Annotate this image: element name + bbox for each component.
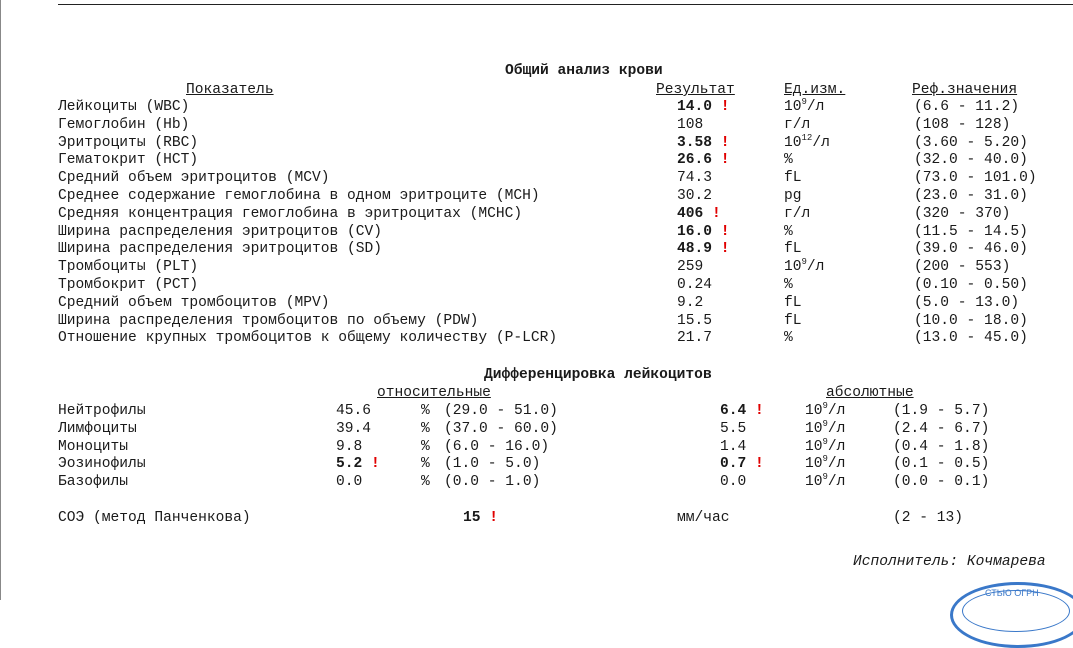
diff-abs-ref: (0.1 - 0.5) — [893, 456, 990, 473]
diff-rel-unit: % — [421, 474, 430, 491]
cbc-row-value: 14.0 — [677, 99, 713, 115]
esr-value: 15 — [463, 510, 481, 526]
diff-row-name: Эозинофилы — [58, 456, 146, 473]
cbc-row-value: 15.5 — [677, 312, 713, 329]
diff-abs-ref: (0.4 - 1.8) — [893, 438, 990, 455]
unit-base: 10 — [805, 403, 823, 419]
unit-exponent: 9 — [822, 401, 828, 412]
unit-exponent: 9 — [801, 257, 807, 268]
cbc-row-name: Тромбокрит (PCT) — [58, 277, 199, 293]
cbc-row-flag: ! — [712, 205, 721, 222]
diff-row-relative — [336, 420, 380, 438]
diff-rel-ref: (29.0 - 51.0) — [444, 403, 558, 419]
diff-abs-value: 5.5 — [720, 420, 747, 437]
diff-row-name: Нейтрофилы — [58, 403, 146, 419]
cbc-row-ref: (108 - 128) — [914, 116, 1011, 133]
cbc-row-name: Тромбоциты (PLT) — [58, 259, 199, 276]
cbc-row-name: Среднее содержание гемоглобина в одном эритроците (MCH) — [58, 188, 540, 204]
cbc-row-result — [677, 312, 721, 330]
cbc-row-result — [677, 134, 730, 152]
cbc-row-name: Средний объем эритроцитов (MCV) — [58, 170, 330, 187]
diff-row-name: Моноциты — [58, 438, 129, 455]
cbc-row-value: 406 — [677, 205, 704, 222]
cbc-row-unit — [784, 258, 824, 276]
diff-abs-value: 0.0 — [720, 474, 747, 491]
cbc-row-name: Отношение крупных тромбоцитов к общему количеству (P-LCR) — [58, 330, 558, 347]
cbc-row-ref: (6.6 - 11.2) — [914, 99, 1020, 115]
top-cut-line — [58, 0, 1073, 5]
unit-base: 10 — [805, 438, 823, 455]
diff-row-relative — [336, 402, 380, 420]
unit-exponent: 9 — [801, 97, 807, 108]
cbc-row-result — [677, 223, 730, 241]
diff-row-absolute — [720, 438, 755, 456]
diff-row-absolute — [720, 420, 755, 438]
diff-absolute-header: абсолютные — [826, 385, 914, 401]
header-indicator: Показатель — [186, 82, 274, 98]
cbc-row-unit — [784, 187, 802, 205]
diff-row-name: Лимфоциты — [58, 420, 137, 437]
diff-rel-ref: (37.0 - 60.0) — [444, 420, 558, 437]
esr-flag: ! — [489, 510, 499, 526]
unit-base: fL — [784, 294, 802, 311]
unit-base: pg — [784, 188, 802, 204]
unit-base: 10 — [784, 259, 802, 276]
cbc-row-value: 9.2 — [677, 294, 704, 311]
unit-base: fL — [784, 312, 802, 329]
diff-row-absolute — [720, 473, 755, 491]
diff-rel-ref: (1.0 - 5.0) — [444, 456, 541, 473]
cbc-row-ref: (0.10 - 0.50) — [914, 277, 1028, 293]
unit-tail: /л — [827, 474, 846, 491]
unit-base: % — [784, 152, 793, 169]
diff-rel-unit: % — [421, 403, 430, 419]
diff-abs-value: 1.4 — [720, 438, 747, 455]
cbc-row-unit — [784, 205, 810, 223]
cbc-row-result — [677, 329, 721, 347]
executor-signature: Исполнитель: Кочмарева — [853, 554, 1046, 570]
unit-base: % — [784, 223, 793, 240]
diff-row-relative — [336, 455, 380, 473]
cbc-row-unit — [784, 98, 824, 116]
esr-unit: мм/час — [677, 510, 730, 526]
unit-exponent: 12 — [801, 132, 813, 143]
cbc-row-unit — [784, 116, 810, 134]
esr-ref: (2 - 13) — [893, 510, 964, 526]
cbc-row-value: 30.2 — [677, 188, 713, 204]
cbc-row-ref: (23.0 - 31.0) — [914, 188, 1028, 204]
cbc-row-unit — [784, 240, 802, 258]
cbc-row-unit — [784, 134, 830, 152]
cbc-row-value: 108 — [677, 116, 704, 133]
diff-rel-value: 45.6 — [336, 403, 372, 419]
diff-relative-header: относительные — [377, 385, 491, 401]
cbc-row-name: Ширина распределения тромбоцитов по объему (PDW) — [58, 312, 479, 329]
cbc-row-flag: ! — [720, 223, 730, 240]
cbc-row-value: 21.7 — [677, 330, 713, 347]
header-ref: Реф.значения — [912, 82, 1018, 98]
cbc-row-result — [677, 169, 721, 187]
unit-base: 10 — [784, 99, 802, 115]
unit-base: % — [784, 277, 793, 293]
cbc-row-ref: (11.5 - 14.5) — [914, 223, 1028, 240]
diff-rel-ref: (6.0 - 16.0) — [444, 438, 550, 455]
cbc-row-result — [677, 258, 712, 276]
esr-name: СОЭ (метод Панченкова) — [58, 510, 251, 526]
cbc-row-name: Ширина распределения эритроцитов (CV) — [58, 223, 383, 240]
unit-exponent: 9 — [822, 454, 828, 465]
diff-row-absolute — [720, 402, 764, 420]
cbc-row-value: 0.24 — [677, 277, 713, 293]
diff-row-absolute — [720, 455, 764, 473]
cbc-row-value: 3.58 — [677, 134, 713, 151]
cbc-row-value: 48.9 — [677, 241, 713, 258]
cbc-title: Общий анализ крови — [505, 63, 663, 79]
cbc-row-flag: ! — [720, 134, 730, 151]
cbc-row-name: Лейкоциты (WBC) — [58, 99, 190, 115]
cbc-row-ref: (73.0 - 101.0) — [914, 170, 1037, 187]
cbc-row-result — [677, 187, 721, 205]
unit-exponent: 9 — [822, 436, 828, 447]
diff-abs-ref: (2.4 - 6.7) — [893, 420, 990, 437]
cbc-row-result — [677, 240, 730, 258]
diff-abs-unit — [805, 420, 845, 438]
unit-tail: /л — [827, 403, 846, 419]
cbc-row-unit — [784, 329, 793, 347]
unit-base: 10 — [805, 420, 823, 437]
diff-rel-ref: (0.0 - 1.0) — [444, 474, 541, 491]
diff-row-relative — [336, 438, 371, 456]
cbc-row-ref: (10.0 - 18.0) — [914, 312, 1028, 329]
diff-row-name: Базофилы — [58, 474, 129, 491]
cbc-row-name: Средний объем тромбоцитов (MPV) — [58, 294, 330, 311]
diff-abs-value: 0.7 — [720, 456, 747, 473]
diff-title: Дифференцировка лейкоцитов — [484, 367, 712, 383]
cbc-row-ref: (5.0 - 13.0) — [914, 294, 1020, 311]
cbc-row-name: Гемоглобин (Hb) — [58, 116, 190, 133]
cbc-row-ref: (200 - 553) — [914, 259, 1011, 276]
esr-value-cell — [463, 509, 498, 527]
diff-rel-value: 5.2 — [336, 456, 363, 473]
diff-abs-ref: (1.9 - 5.7) — [893, 403, 990, 419]
cbc-row-ref: (32.0 - 40.0) — [914, 152, 1028, 169]
unit-base: г/л — [784, 116, 811, 133]
cbc-row-unit — [784, 223, 793, 241]
unit-tail: /л — [806, 99, 825, 115]
diff-abs-unit — [805, 455, 845, 473]
header-units: Ед.изм. — [784, 82, 846, 98]
cbc-row-ref: (13.0 - 45.0) — [914, 330, 1028, 347]
unit-exponent: 9 — [822, 472, 828, 483]
cbc-row-unit — [784, 151, 793, 169]
cbc-row-unit — [784, 169, 802, 187]
header-result: Результат — [656, 82, 735, 98]
unit-tail: /л — [806, 259, 825, 276]
cbc-row-unit — [784, 276, 793, 294]
diff-rel-value: 9.8 — [336, 438, 363, 455]
cbc-row-result — [677, 98, 730, 116]
cbc-row-result — [677, 294, 712, 312]
unit-base: 10 — [805, 456, 823, 473]
diff-abs-flag: ! — [755, 456, 764, 473]
cbc-row-name: Эритроциты (RBC) — [58, 134, 199, 151]
diff-abs-flag: ! — [755, 403, 764, 419]
cbc-row-value: 16.0 — [677, 223, 713, 240]
unit-base: % — [784, 330, 793, 347]
unit-base: fL — [784, 241, 802, 258]
diff-rel-value: 0.0 — [336, 474, 363, 491]
diff-abs-value: 6.4 — [720, 403, 747, 419]
unit-exponent: 9 — [822, 418, 828, 429]
cbc-row-unit — [784, 294, 802, 312]
cbc-row-flag: ! — [720, 99, 730, 115]
diff-abs-unit — [805, 473, 845, 491]
diff-rel-unit: % — [421, 420, 430, 437]
diff-rel-unit: % — [421, 438, 430, 455]
diff-abs-ref: (0.0 - 0.1) — [893, 474, 990, 491]
cbc-row-flag: ! — [720, 241, 730, 258]
diff-abs-unit — [805, 438, 845, 456]
unit-base: г/л — [784, 205, 811, 222]
cbc-row-result — [677, 151, 730, 169]
cbc-row-ref: (3.60 - 5.20) — [914, 134, 1028, 151]
page-border — [0, 0, 1, 600]
diff-rel-value: 39.4 — [336, 420, 372, 437]
diff-row-relative — [336, 473, 371, 491]
unit-base: fL — [784, 170, 802, 187]
unit-tail: /л — [827, 456, 846, 473]
unit-base: 10 — [784, 134, 802, 151]
cbc-row-value: 259 — [677, 259, 704, 276]
cbc-row-unit — [784, 312, 802, 330]
diff-abs-unit — [805, 402, 845, 420]
cbc-row-value: 26.6 — [677, 152, 713, 169]
cbc-row-result — [677, 116, 712, 134]
cbc-row-result — [677, 276, 721, 294]
cbc-row-flag: ! — [720, 152, 730, 169]
diff-rel-flag: ! — [371, 456, 380, 473]
cbc-row-name: Средняя концентрация гемоглобина в эритроцитах (MCHC) — [58, 205, 523, 222]
unit-tail: /л — [812, 134, 830, 151]
cbc-row-name: Гематокрит (HCT) — [58, 152, 199, 169]
cbc-row-name: Ширина распределения эритроцитов (SD) — [58, 241, 383, 258]
unit-base: 10 — [805, 474, 823, 491]
cbc-row-ref: (39.0 - 46.0) — [914, 241, 1028, 258]
diff-rel-unit: % — [421, 456, 430, 473]
cbc-row-ref: (320 - 370) — [914, 205, 1011, 222]
stamp-text: СТЬЮ ОГРН — [985, 588, 1039, 598]
unit-tail: /л — [827, 438, 846, 455]
cbc-row-value: 74.3 — [677, 170, 713, 187]
unit-tail: /л — [827, 420, 846, 437]
cbc-row-result — [677, 205, 721, 223]
